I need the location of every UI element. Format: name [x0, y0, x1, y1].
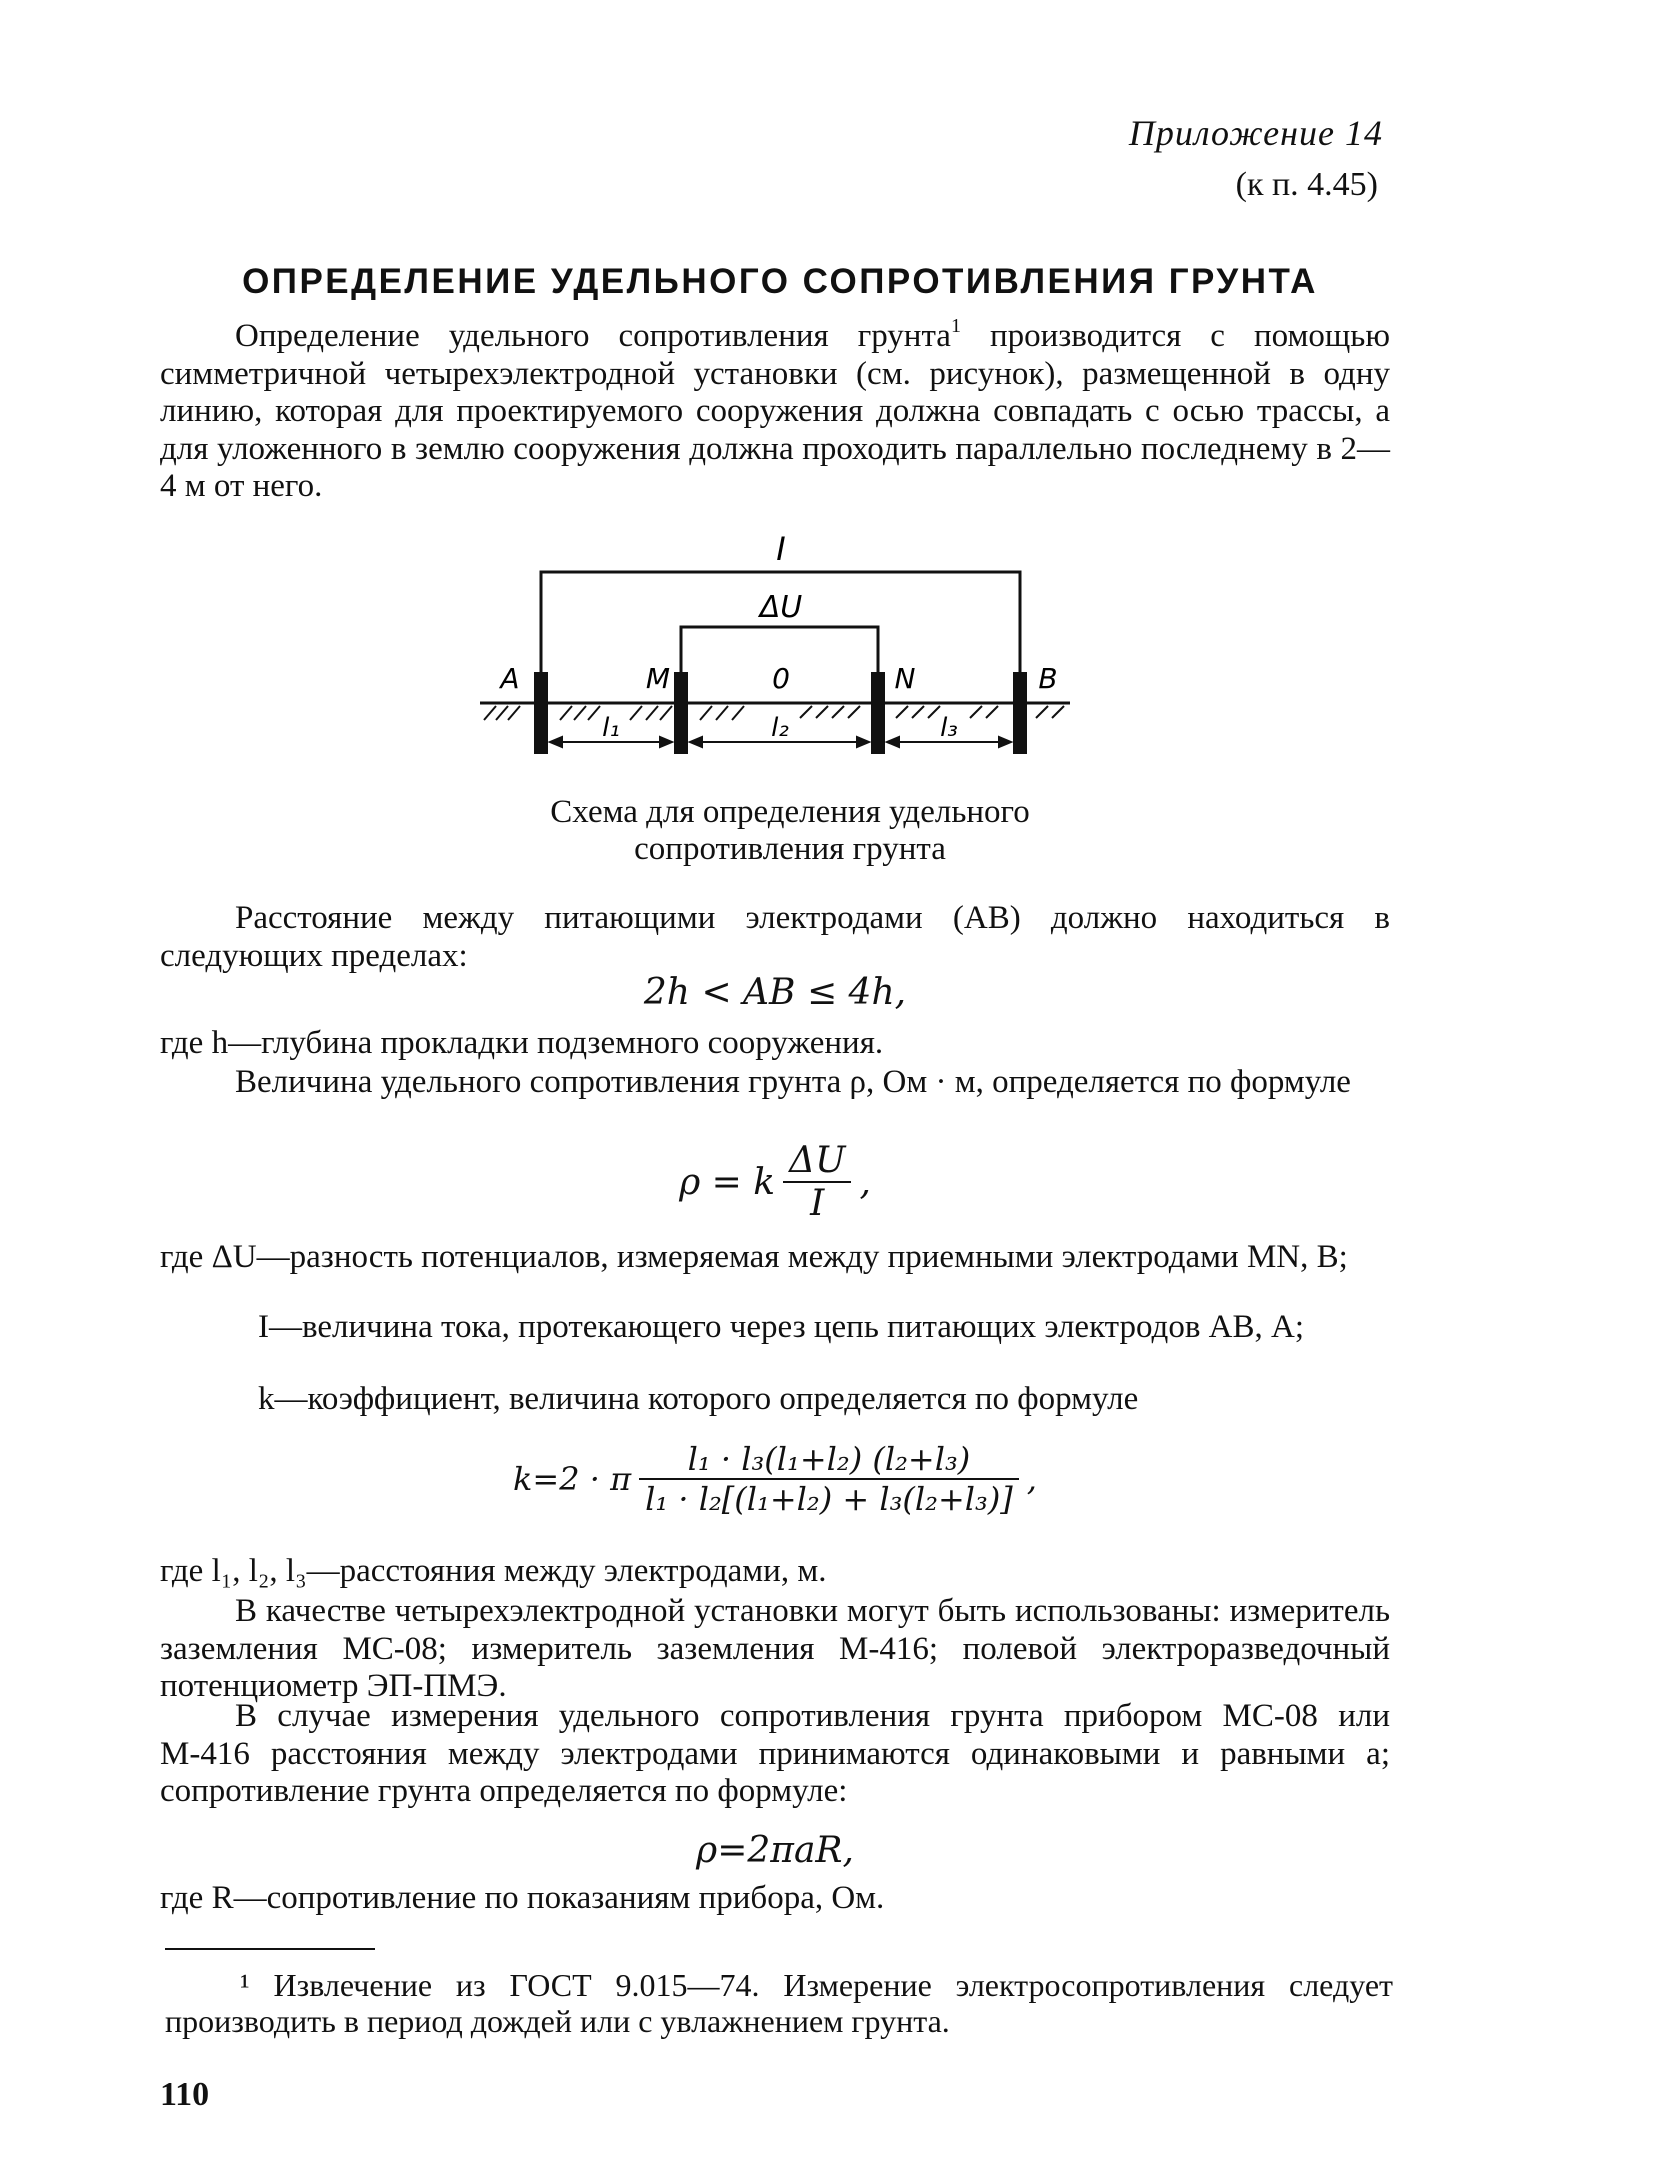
distance-paragraph: Расстояние между питающими электродами (AB) должно находиться в следующих пределах:	[160, 900, 1390, 974]
where-l-line: где l₁, l₂, l₃—расстояния между электродами, м.	[160, 1553, 827, 1589]
figure-caption	[465, 794, 1115, 869]
formula-rho-lhs: ρ = k	[679, 1161, 776, 1203]
label-m: M	[645, 662, 671, 695]
formula-rho-instrument: ρ=2πaR,	[696, 1830, 854, 1871]
definition-current: I—величина тока, протекающего через цепь питающих электродов AB, А;	[258, 1309, 1305, 1345]
footnote-mark: 1	[950, 315, 961, 337]
formula-rho-numerator: ΔU	[789, 1140, 846, 1181]
where-r-line: где R—сопротивление по показаниям прибора, Ом.	[160, 1880, 885, 1916]
label-o: 0	[772, 662, 790, 695]
formula-k	[160, 1440, 1390, 1518]
label-b: B	[1038, 662, 1058, 695]
formula-k-numerator: l₁ · l₃(l₁+l₂) (l₂+l₃)	[687, 1440, 971, 1478]
footnote: ¹ Извлечение из ГОСТ 9.015—74. Измерение электросопротивления следует производить в период дождей или с увлажнением грунта.	[165, 1967, 1393, 2039]
formula-k-lhs: k=2 · π	[513, 1460, 632, 1498]
formula-k-tail: ,	[1026, 1460, 1037, 1498]
where-h-line: где h—глубина прокладки подземного сооружения.	[160, 1025, 884, 1061]
definition-delta-u: где ΔU—разность потенциалов, измеряемая между приемными электродами MN, В;	[160, 1239, 1348, 1275]
formula-k-fraction	[639, 1440, 1019, 1518]
voltage-label: ΔU	[759, 590, 803, 625]
electrode-n	[871, 672, 885, 754]
case-paragraph: В случае измерения удельного сопротивления грунта прибором МС-08 или М-416 расстояния между электродами принимаются одинаковыми и равными a; сопротивление грунта определяется по формуле:	[160, 1698, 1390, 1810]
intro-text-end: производится с помощью симметричной четырехэлектродной установки (см. рисунок), размещенной в одну линию, которая для проектируемого сооружения должна совпадать с осью трассы, а для уложенного в землю сооружения должна проходить параллельно последнему в 2—4 м от него.	[160, 318, 1390, 505]
label-l2: l₂	[771, 713, 789, 743]
rho-paragraph: Величина удельного сопротивления грунта ρ, Ом · м, определяется по формуле	[235, 1064, 1351, 1100]
definition-k: k—коэффициент, величина которого определяется по формуле	[258, 1381, 1139, 1417]
clause-reference: (к п. 4.45)	[1235, 166, 1378, 203]
label-n: N	[894, 662, 916, 695]
electrode-b	[1013, 672, 1027, 754]
formula-rho-fraction	[783, 1140, 851, 1224]
instruments-paragraph: В качестве четырехэлектродной установки могут быть использованы: измеритель заземления МС-08; измеритель заземления М-416; полевой электроразведочный потенциометр ЭП-ПМЭ.	[160, 1593, 1390, 1705]
current-label: I	[776, 530, 786, 568]
label-l1: l₁	[602, 713, 620, 743]
appendix-label: Приложение 14	[1128, 113, 1383, 153]
intro-text-start: Определение удельного сопротивления грунта	[235, 318, 951, 354]
page-number: 110	[160, 2076, 210, 2113]
intro-paragraph	[160, 315, 1390, 506]
document-title: ОПРЕДЕЛЕНИЕ УДЕЛЬНОГО СОПРОТИВЛЕНИЯ ГРУНТА	[242, 262, 1318, 301]
caption-line-1: Схема для определения удельного	[550, 794, 1030, 830]
caption-line-2: сопротивления грунта	[634, 831, 946, 868]
electrode-diagram	[470, 520, 1090, 765]
label-l3: l₃	[940, 713, 958, 743]
label-a: A	[500, 662, 520, 695]
formula-k-denominator: l₁ · l₂[(l₁+l₂) + l₃(l₂+l₃)]	[645, 1480, 1013, 1518]
formula-rho-denominator: I	[810, 1183, 825, 1224]
electrode-a	[534, 672, 548, 754]
electrode-m	[674, 672, 688, 754]
formula-ab-limits: 2h < AB ≤ 4h,	[643, 972, 907, 1013]
formula-rho	[160, 1140, 1390, 1224]
footnote-divider	[165, 1948, 375, 1950]
formula-rho-tail: ,	[859, 1161, 871, 1203]
